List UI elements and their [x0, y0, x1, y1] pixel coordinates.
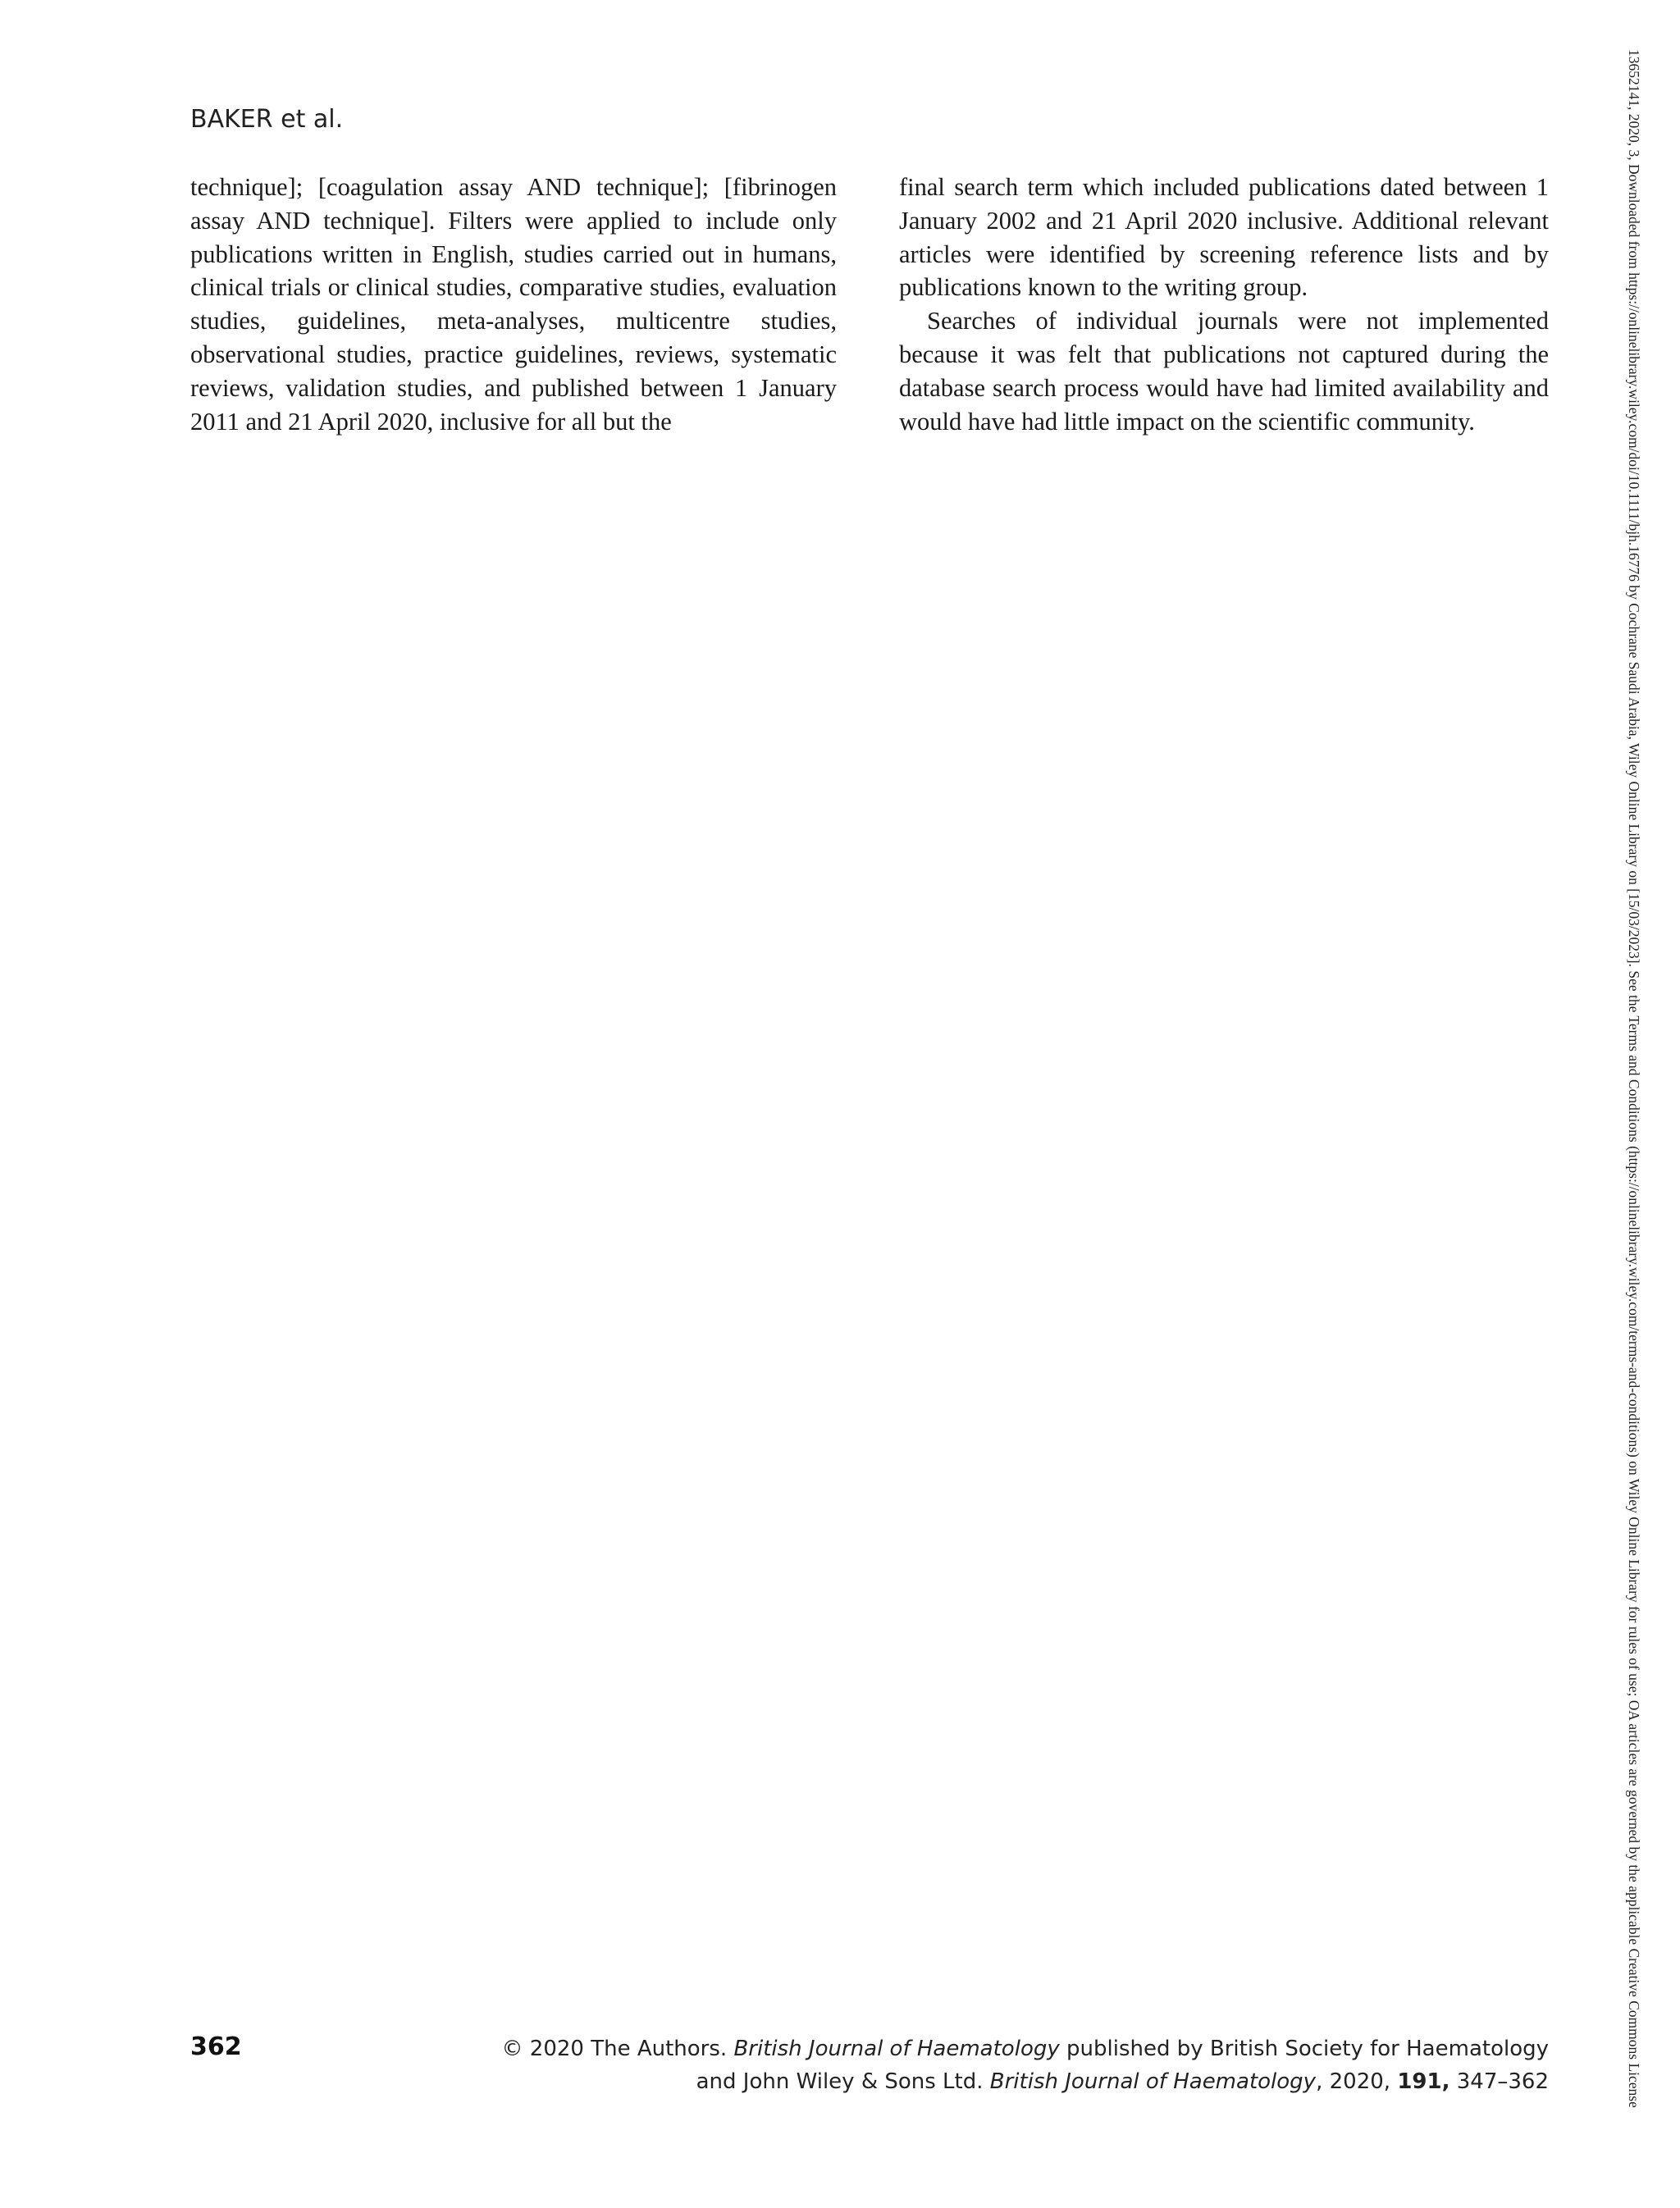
left-paragraph: technique]; [coagulation assay AND technique]; [fibrinogen assay AND technique]. Filters were applied to include only publications written in English, studies carried out in humans, clinical trials or clinical studies, comparative studies, evaluation studies, guidelines, meta-analyses, multicentre studies, observational studies, practice guidelines, reviews, systematic reviews, validation studies, and published between 1 January 2011 and 21 April 2020, inclusive for all but the — [190, 173, 837, 436]
footer-volume: 191, — [1397, 2069, 1450, 2094]
footer-journal-name: British Journal of Haematology — [733, 2037, 1060, 2061]
footer-line-1 — [482, 2032, 1549, 2065]
running-head: BAKER et al. — [190, 105, 344, 134]
download-side-note: 13652141, 2020, 3, Downloaded from https://onlinelibrary.wiley.com/doi/10.1111/bjh.16776 by Cochrane Saudi Arabia, Wiley Online Library on [15/03/2023]. See the Terms and Conditions (https://onlinelibrary.wiley.com/terms-and-conditions) on Wiley Online Library for rules of use; OA articles are governed by the applicable Creative Commons License — [1626, 49, 1642, 2108]
footer-copyright-text: © 2020 The Authors. — [501, 2037, 734, 2061]
footer-year: , 2020, — [1316, 2069, 1398, 2094]
footer-journal-name-2: British Journal of Haematology — [989, 2069, 1317, 2094]
footer-publisher-2: and John Wiley & Sons Ltd. — [696, 2069, 990, 2094]
right-column — [899, 171, 1549, 438]
right-paragraph-1: final search term which included publications dated between 1 January 2002 and 21 April 2020 inclusive. Additional relevant articles were identified by screening reference lists and by publications known to the writing group. — [899, 173, 1549, 302]
page-number: 362 — [190, 2032, 242, 2061]
left-column — [190, 171, 837, 438]
footer-line-2 — [482, 2065, 1549, 2098]
footer-pages: 347–362 — [1449, 2069, 1549, 2094]
right-paragraph-2: Searches of individual journals were not implemented because it was felt that publications not captured during the database search process would have had limited availability and would have had little impact on the scientific community. — [899, 307, 1549, 436]
copyright-footer — [482, 2032, 1549, 2098]
footer-publisher-text: published by British Society for Haematology — [1059, 2037, 1549, 2061]
